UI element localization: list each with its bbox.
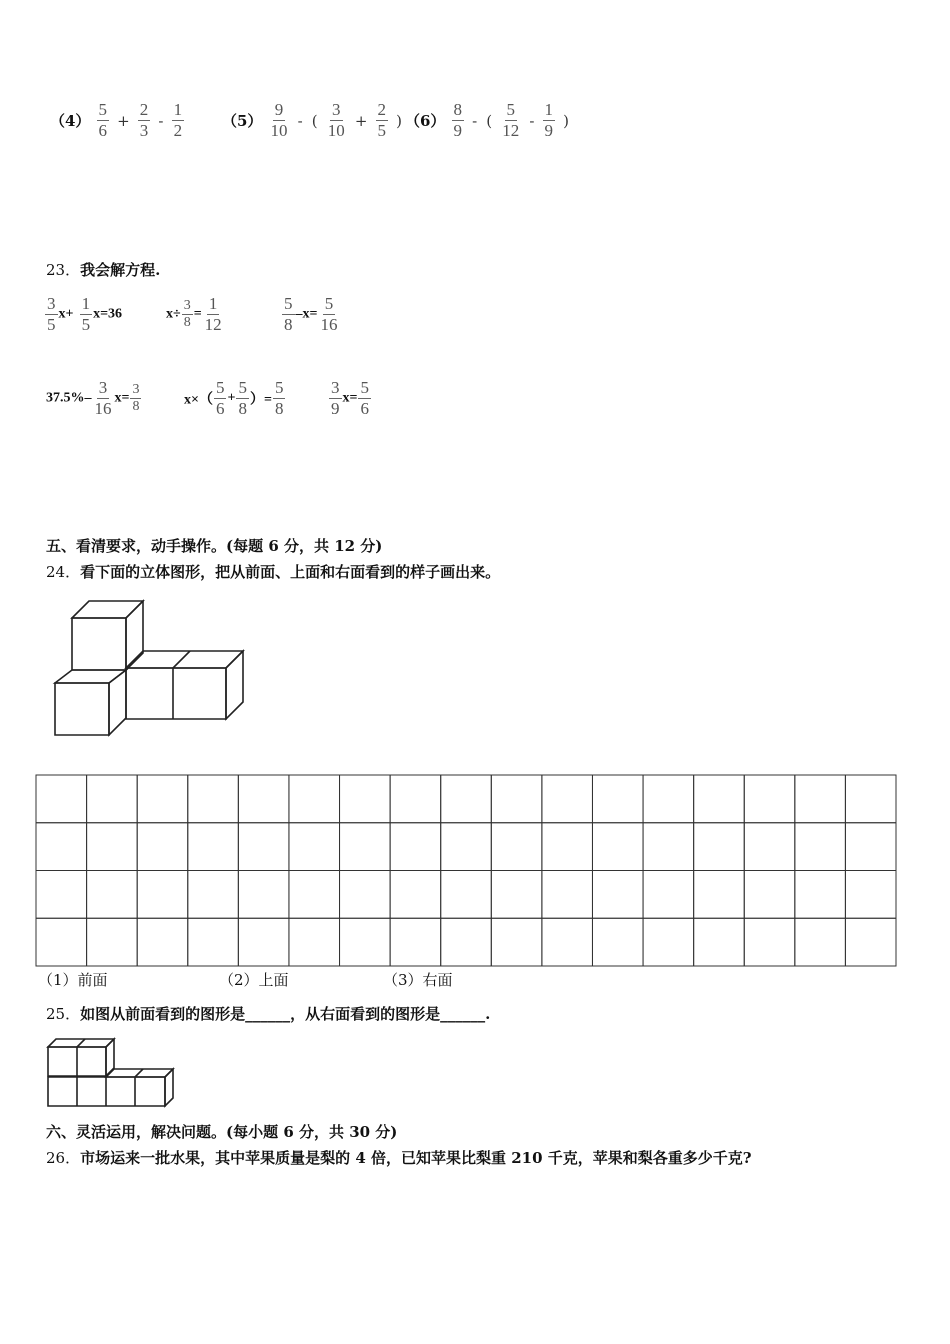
grid-cell[interactable] xyxy=(845,871,896,919)
fraction: $\frac{3}{8}$ xyxy=(132,382,140,414)
q24-label-top: （2）上面 xyxy=(219,971,289,989)
paren: ( xyxy=(311,111,318,130)
equation-2 xyxy=(166,294,225,335)
grid-cell[interactable] xyxy=(289,823,340,871)
grid-cell[interactable] xyxy=(238,871,289,919)
grid-cell[interactable] xyxy=(390,823,441,871)
eq-text: x×（ xyxy=(184,392,213,408)
question-number: 24． xyxy=(46,563,81,581)
grid-cell[interactable] xyxy=(137,823,188,871)
grid-cell[interactable] xyxy=(36,823,87,871)
equation-6 xyxy=(328,378,372,419)
grid-cell[interactable] xyxy=(643,918,694,966)
grid-cell[interactable] xyxy=(643,775,694,823)
grid-cell[interactable] xyxy=(390,918,441,966)
paren: ) xyxy=(563,111,569,130)
grid-cell[interactable] xyxy=(238,775,289,823)
question-text: 我会解方程. xyxy=(80,261,161,279)
grid-cell[interactable] xyxy=(188,871,239,919)
grid-cell[interactable] xyxy=(36,918,87,966)
eq-text: x= xyxy=(114,390,130,406)
grid-cell[interactable] xyxy=(87,918,138,966)
question-25-heading xyxy=(46,1004,490,1024)
eq-text: x= xyxy=(342,390,358,406)
question-23-heading xyxy=(46,260,160,280)
eq-text: x+ xyxy=(58,306,74,322)
grid-cell[interactable] xyxy=(643,823,694,871)
fraction: $\frac{5}{8}$ xyxy=(284,294,293,334)
q24-label-right: （3）右面 xyxy=(383,971,453,989)
section-5-title: 五、看清要求，动手操作。(每题 6 分，共 12 分) xyxy=(46,537,383,555)
equation-5 xyxy=(184,378,286,419)
grid-cell[interactable] xyxy=(795,871,846,919)
grid-cell[interactable] xyxy=(491,823,542,871)
calc-item-5 xyxy=(222,100,404,141)
item-label: （6） xyxy=(405,112,446,130)
grid-cell[interactable] xyxy=(188,823,239,871)
grid-cell[interactable] xyxy=(694,823,745,871)
grid-cell[interactable] xyxy=(542,871,593,919)
paren: ( xyxy=(486,111,493,130)
operator: - xyxy=(297,111,303,130)
grid-cell[interactable] xyxy=(592,918,643,966)
grid-cell[interactable] xyxy=(694,775,745,823)
grid-cell[interactable] xyxy=(643,871,694,919)
grid-cell[interactable] xyxy=(87,775,138,823)
item-label: （5） xyxy=(222,112,263,130)
grid-cell[interactable] xyxy=(795,823,846,871)
fraction: $\frac{3}{5}$ xyxy=(47,294,56,334)
grid-cell[interactable] xyxy=(845,775,896,823)
grid-cell[interactable] xyxy=(137,775,188,823)
grid-cell[interactable] xyxy=(845,918,896,966)
eq-text: + xyxy=(227,390,236,406)
grid-cell[interactable] xyxy=(137,871,188,919)
grid-cell[interactable] xyxy=(87,871,138,919)
grid-cell[interactable] xyxy=(36,775,87,823)
grid-cell[interactable] xyxy=(542,918,593,966)
question-text: 看下面的立体图形，把从前面、上面和右面看到的样子画出来。 xyxy=(80,563,501,581)
question-text: 如图从前面看到的图形是______，从右面看到的图形是______. xyxy=(80,1005,491,1023)
grid-cell[interactable] xyxy=(340,918,391,966)
grid-cell[interactable] xyxy=(340,871,391,919)
grid-cell[interactable] xyxy=(694,871,745,919)
operator: - xyxy=(158,111,164,130)
grid-cell[interactable] xyxy=(795,775,846,823)
fraction: $\frac{3}{9}$ xyxy=(331,378,340,418)
operator: - xyxy=(529,111,535,130)
grid-cell[interactable] xyxy=(390,871,441,919)
cube-face xyxy=(72,601,143,618)
grid-cell[interactable] xyxy=(845,823,896,871)
question-number: 25． xyxy=(46,1005,81,1023)
grid-cell[interactable] xyxy=(188,918,239,966)
grid-cell[interactable] xyxy=(694,918,745,966)
cube-face xyxy=(126,651,243,668)
calc-item-4 xyxy=(50,100,185,141)
equation-4 xyxy=(46,378,142,419)
eq-text: = xyxy=(193,306,202,322)
grid-cell[interactable] xyxy=(340,775,391,823)
item-label: （4） xyxy=(50,112,91,130)
paren: ) xyxy=(396,111,402,130)
equation-3 xyxy=(281,294,340,335)
fraction: $\frac{5}{6}$ xyxy=(360,378,369,418)
fraction: $\frac{5}{6}$ xyxy=(98,100,108,140)
eq-text: x÷ xyxy=(166,306,181,322)
cube-face xyxy=(72,618,126,670)
grid-cell[interactable] xyxy=(289,918,340,966)
operator: - xyxy=(472,111,478,130)
grid-cell[interactable] xyxy=(441,871,492,919)
fraction: $\frac{5}{8}$ xyxy=(238,378,247,418)
fraction: $\frac{3}{16}$ xyxy=(94,378,112,418)
question-text: 市场运来一批水果，其中苹果质量是梨的 4 倍，已知苹果比梨重 210 千克，苹果和梨各重多少千克? xyxy=(80,1149,752,1167)
eq-text: –x= xyxy=(295,306,318,322)
equation-1 xyxy=(44,294,122,335)
question-24-heading xyxy=(46,562,500,582)
grid-cell[interactable] xyxy=(441,918,492,966)
fraction: $\frac{8}{9}$ xyxy=(453,100,463,140)
eq-text: x=36 xyxy=(93,306,123,322)
grid-cell[interactable] xyxy=(744,823,795,871)
grid-cell[interactable] xyxy=(542,823,593,871)
fraction: $\frac{1}{9}$ xyxy=(544,100,554,140)
fraction: $\frac{1}{5}$ xyxy=(81,294,91,334)
grid-cell[interactable] xyxy=(188,775,239,823)
grid-cell[interactable] xyxy=(795,918,846,966)
fraction: $\frac{2}{3}$ xyxy=(139,100,149,140)
grid-cell[interactable] xyxy=(36,871,87,919)
fraction: $\frac{5}{8}$ xyxy=(274,378,284,418)
fraction: $\frac{5}{16}$ xyxy=(320,294,338,334)
fraction: $\frac{5}{12}$ xyxy=(502,100,520,140)
grid-cell[interactable] xyxy=(441,823,492,871)
question-number: 23． xyxy=(46,261,81,279)
grid-cell[interactable] xyxy=(592,823,643,871)
fraction: $\frac{2}{5}$ xyxy=(377,100,387,140)
q24-label-front: （1）前面 xyxy=(38,971,108,989)
grid-cell[interactable] xyxy=(744,918,795,966)
grid-cell[interactable] xyxy=(289,871,340,919)
question-number: 26． xyxy=(46,1149,81,1167)
cube-face xyxy=(126,668,226,719)
fraction: $\frac{1}{2}$ xyxy=(173,100,183,140)
grid-cell[interactable] xyxy=(744,871,795,919)
calc-item-6 xyxy=(405,100,571,141)
operator: + xyxy=(354,111,368,130)
fraction: $\frac{5}{6}$ xyxy=(215,378,225,418)
cube-face xyxy=(55,670,126,683)
grid-cell[interactable] xyxy=(238,823,289,871)
fraction: $\frac{9}{10}$ xyxy=(270,100,288,140)
fraction: $\frac{1}{12}$ xyxy=(204,294,222,334)
grid-cell[interactable] xyxy=(390,775,441,823)
grid-cell[interactable] xyxy=(491,775,542,823)
grid-cell[interactable] xyxy=(491,918,542,966)
cube-face xyxy=(109,670,126,735)
q24-drawing-grid[interactable] xyxy=(36,775,896,966)
grid-cell[interactable] xyxy=(592,775,643,823)
grid-cell[interactable] xyxy=(744,775,795,823)
cube-face xyxy=(126,601,143,670)
fraction: $\frac{3}{8}$ xyxy=(183,298,191,330)
grid-cell[interactable] xyxy=(87,823,138,871)
eq-text: ）= xyxy=(249,392,272,408)
grid-cell[interactable] xyxy=(137,918,188,966)
cube-face xyxy=(55,683,109,735)
eq-text: 37.5%– xyxy=(46,390,92,406)
operator: + xyxy=(117,111,130,130)
grid-cell[interactable] xyxy=(542,775,593,823)
cube-face xyxy=(226,651,243,719)
grid-cell[interactable] xyxy=(289,775,340,823)
grid-cell[interactable] xyxy=(592,871,643,919)
fraction: $\frac{3}{10}$ xyxy=(327,100,345,140)
question-26-heading xyxy=(46,1148,752,1168)
section-6-title: 六、灵活运用，解决问题。(每小题 6 分，共 30 分) xyxy=(46,1123,398,1141)
grid-cell[interactable] xyxy=(441,775,492,823)
grid-cell[interactable] xyxy=(491,871,542,919)
grid-cell[interactable] xyxy=(340,823,391,871)
grid-cell[interactable] xyxy=(238,918,289,966)
